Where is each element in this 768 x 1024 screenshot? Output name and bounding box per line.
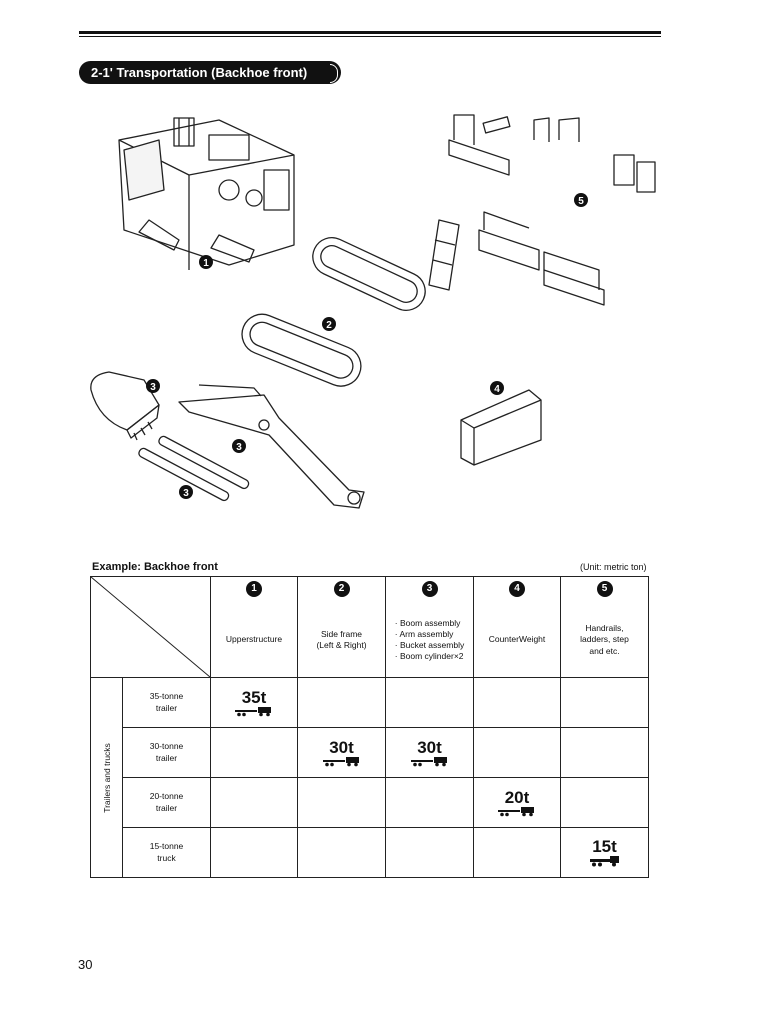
table-cell (561, 678, 649, 728)
header-rule-thick (79, 31, 661, 34)
section-title-text: 2-1' Transportation (Backhoe front) (91, 65, 308, 80)
cell-30t-side-frame (298, 728, 386, 778)
weight-value: 20t (504, 787, 530, 807)
row-label-cell (123, 778, 211, 828)
col-number-5: 5 (597, 581, 613, 597)
trailer-icon (234, 707, 274, 717)
table-cell (211, 778, 298, 828)
callout-5 (574, 193, 588, 207)
trailer-icon (322, 757, 362, 767)
table-row (91, 678, 649, 728)
col-number-2: 2 (334, 581, 350, 597)
col-label-handrails-line1: Handrails, (585, 623, 624, 634)
svg-text:4: 4 (494, 384, 500, 395)
diagonal-line (91, 577, 210, 677)
callout-1 (199, 255, 213, 269)
callout-2 (322, 317, 336, 331)
row-label-cell (123, 678, 211, 728)
table-row (91, 828, 649, 878)
col-item-boom-cylinder: · Boom cylinder×2 (394, 651, 464, 662)
handrails-drawing (429, 115, 655, 305)
cell-35t-upperstructure (211, 678, 298, 728)
table-cell (298, 828, 386, 878)
side-frame-drawing-lower (236, 308, 367, 392)
example-heading: Example: Backhoe front (92, 561, 218, 573)
table-cell (386, 778, 474, 828)
col-label-side-frame-line2: (Left & Right) (316, 640, 367, 650)
svg-text:5: 5 (578, 196, 584, 207)
table-cell (474, 678, 561, 728)
components-illustration (79, 100, 669, 540)
callout-3-cylinder (179, 485, 193, 499)
col-label-handrails-line3: and etc. (589, 645, 620, 656)
table-cell (298, 778, 386, 828)
col-number-4: 4 (509, 581, 525, 597)
weight-value: 30t (417, 737, 442, 757)
table-cell (474, 728, 561, 778)
svg-text:2: 2 (326, 320, 332, 331)
diagonal-corner-cell (91, 577, 211, 678)
table-cell (298, 678, 386, 728)
row-label-line1: 20-tonne (149, 791, 184, 802)
row-label-line2: trailer (155, 752, 178, 763)
svg-text:3: 3 (150, 382, 156, 393)
table-row (91, 778, 649, 828)
table-cell (211, 828, 298, 878)
svg-text:3: 3 (183, 488, 189, 499)
row-label-line2: truck (157, 852, 176, 863)
upperstructure-drawing (119, 118, 294, 270)
col-number-3: 3 (422, 581, 438, 597)
col-label-handrails-line2: ladders, step (580, 634, 629, 645)
row-label-cell (123, 728, 211, 778)
row-label-line2: trailer (155, 702, 178, 713)
section-title (79, 61, 341, 84)
unit-note: (Unit: metric ton) (580, 562, 647, 572)
callout-3-boom (232, 439, 246, 453)
header-rule-thin (79, 36, 661, 37)
cell-20t-counterweight (474, 778, 561, 828)
col-item-bucket-assembly: · Bucket assembly (394, 640, 465, 650)
row-label-line2: trailer (155, 802, 178, 813)
table-cell (561, 778, 649, 828)
truck-icon (589, 856, 621, 867)
col-header-side-frame (298, 577, 386, 678)
table-cell (386, 828, 474, 878)
trailer-icon (497, 807, 537, 817)
col-label-upperstructure: Upperstructure (225, 634, 283, 645)
col-header-counterweight (474, 577, 561, 678)
col-header-handrails (561, 577, 649, 678)
col-number-1: 1 (246, 581, 262, 597)
col-header-upperstructure (211, 577, 298, 678)
svg-text:3: 3 (236, 442, 242, 453)
row-label-line1: 35-tonne (149, 691, 184, 702)
cell-15t-handrails (561, 828, 649, 878)
callout-4 (490, 381, 504, 395)
page-number: 30 (78, 957, 93, 972)
table-cell (474, 828, 561, 878)
weight-value: 15t (592, 837, 617, 856)
counterweight-drawing (461, 390, 541, 465)
row-group-label-cell (91, 678, 123, 878)
cell-30t-boom-arm (386, 728, 474, 778)
col-item-arm-assembly: · Arm assembly (394, 628, 454, 639)
callout-3-bucket (146, 379, 160, 393)
row-label-line1: 15-tonne (149, 841, 184, 852)
weight-value: 35t (241, 687, 267, 707)
table-cell (561, 728, 649, 778)
trailer-icon (410, 757, 450, 767)
col-label-counterweight: CounterWeight (488, 634, 546, 645)
col-header-boom-arm (386, 577, 474, 678)
table-cell (211, 728, 298, 778)
row-group-label: Trailers and trucks (101, 742, 112, 813)
row-label-line1: 30-tonne (149, 741, 184, 752)
table-row (91, 728, 649, 778)
weight-value: 30t (329, 737, 354, 757)
svg-text:1: 1 (203, 258, 209, 269)
col-item-boom-assembly: · Boom assembly (394, 617, 461, 628)
col-label-side-frame-line1: Side frame (320, 628, 363, 639)
transport-table (90, 576, 649, 878)
table-header-row (91, 577, 649, 678)
row-label-cell (123, 828, 211, 878)
side-frame-drawing-upper (307, 231, 432, 316)
table-cell (386, 678, 474, 728)
